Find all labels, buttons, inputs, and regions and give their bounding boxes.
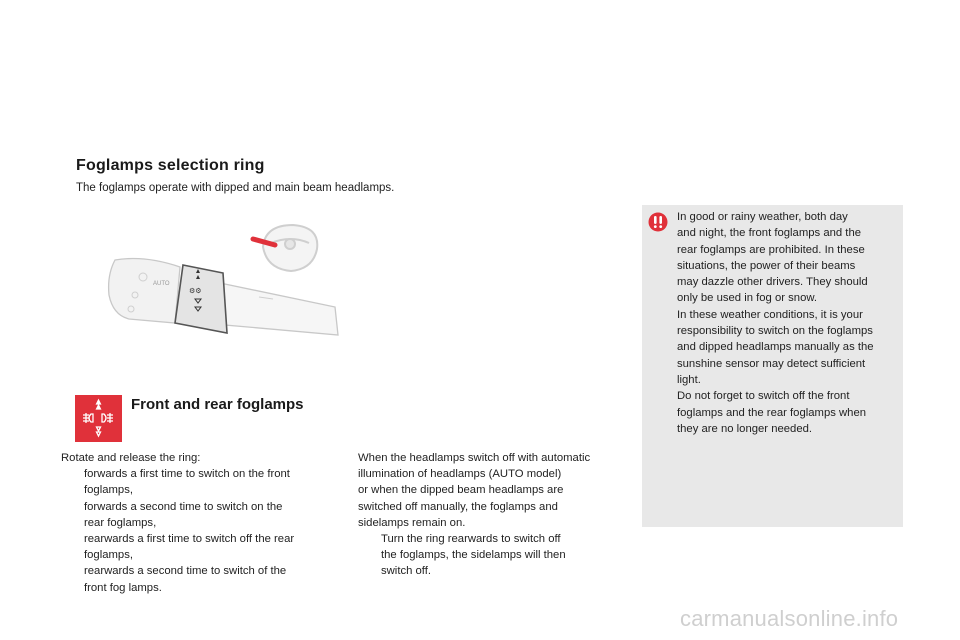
warning-text: [677, 209, 899, 437]
list-item-text: [84, 531, 341, 563]
watermark: carmanualsonline.info: [680, 606, 899, 631]
warning-exclamation-icon: [648, 212, 668, 232]
warning-line: foglamps and the rear foglamps when: [677, 406, 867, 419]
paragraph-line: or when the dipped beam headlamps are: [358, 484, 564, 497]
paragraph-line: sidelamps remain on.: [358, 516, 466, 529]
warning-line: light.: [677, 373, 701, 386]
bullet-marker: [61, 499, 84, 531]
warning-line: responsibility to switch on the foglamps: [677, 325, 873, 338]
ring-instructions-intro: Rotate and release the ring:: [61, 452, 201, 464]
bullet-marker: [61, 531, 84, 563]
warning-line: In these weather conditions, it is your: [677, 308, 863, 321]
section-title: Foglamps selection ring: [76, 157, 265, 174]
auto-label: AUTO: [153, 281, 170, 287]
warning-line: rear foglamps are prohibited. In these: [677, 243, 865, 256]
list-item-line: forwards a first time to switch on the front: [84, 468, 290, 481]
warning-line: only be used in fog or snow.: [677, 292, 818, 305]
auto-headlamps-note: [358, 450, 623, 580]
list-item-line: foglamps,: [84, 549, 133, 562]
bullet-marker: [61, 466, 84, 498]
warning-line: sunshine sensor may detect sufficient: [677, 357, 866, 370]
warning-line: Do not forget to switch off the front: [677, 390, 850, 403]
list-item-line: front fog lamps.: [84, 581, 162, 594]
list-item-line: foglamps,: [84, 484, 133, 497]
section-intro: The foglamps operate with dipped and main beam headlamps.: [76, 182, 395, 194]
list-item-line: Turn the ring rearwards to switch off: [381, 533, 561, 546]
list-item: [61, 466, 341, 498]
paragraph-line: illumination of headlamps (AUTO model): [358, 468, 562, 481]
list-item: [358, 531, 623, 580]
warning-line: they are no longer needed.: [677, 422, 813, 435]
paragraph-line: switched off manually, the foglamps and: [358, 500, 558, 513]
paragraph-line: When the headlamps switch off with automatic: [358, 452, 591, 464]
list-item-text: [84, 499, 341, 531]
bullet-marker: [61, 563, 84, 595]
list-item: [61, 563, 341, 595]
list-item-line: rear foglamps,: [84, 516, 157, 529]
ring-instructions: [61, 450, 341, 596]
bullet-marker: [358, 531, 381, 580]
list-item-line: switch off.: [381, 565, 432, 578]
list-item: [61, 499, 341, 531]
warning-line: may dazzle other drivers. They should: [677, 276, 868, 289]
list-item-line: rearwards a first time to switch off the rear: [84, 533, 295, 546]
lighting-stalk-illustration: [95, 215, 345, 355]
list-item-line: forwards a second time to switch on the: [84, 500, 283, 513]
list-item-text: [84, 466, 341, 498]
list-item-line: rearwards a second time to switch of the: [84, 565, 287, 578]
front-rear-foglamps-icon: [75, 395, 122, 442]
warning-line: In good or rainy weather, both day: [677, 211, 848, 223]
list-item: [61, 531, 341, 563]
subsection-title: Front and rear foglamps: [131, 396, 304, 413]
warning-line: situations, the power of their beams: [677, 259, 856, 272]
list-item-line: the foglamps, the sidelamps will then: [381, 549, 566, 562]
steering-wheel-icon: [263, 225, 317, 271]
warning-line: and night, the front foglamps and the: [677, 227, 862, 240]
svg-text:⚙⚙: ⚙⚙: [189, 288, 202, 295]
warning-line: and dipped headlamps manually as the: [677, 341, 874, 354]
list-item-text: [84, 563, 341, 595]
list-item-text: [381, 531, 623, 580]
